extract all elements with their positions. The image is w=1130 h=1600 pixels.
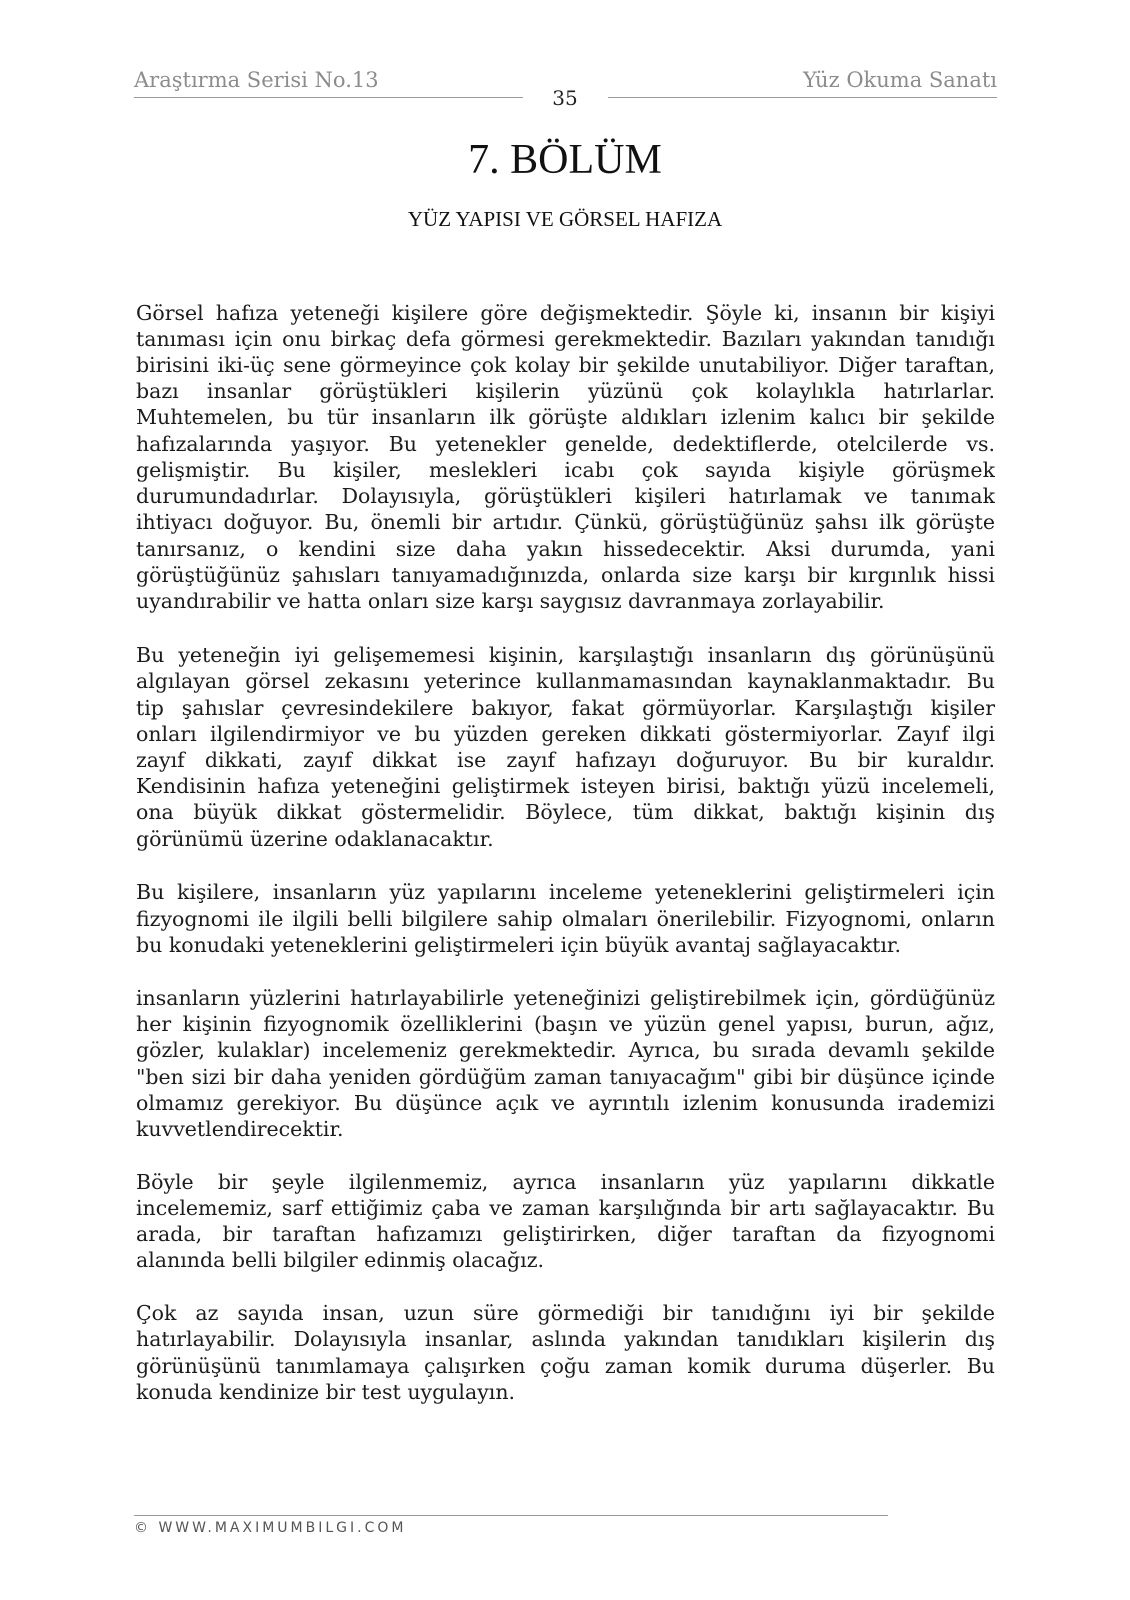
text-line: ihtiyacı doğuyor. Bu, önemli bir artıdır. Çünkü, görüştüğünüz şahsı ilk görüşte (136, 510, 995, 534)
text-line: Çok az sayıda insan, uzun süre görmediği bir tanıdığını iyi bir şekilde (136, 1301, 995, 1325)
text-line: bu konudaki yeteneklerini geliştirmeleri için büyük avantaj sağlayacaktır. (136, 933, 901, 957)
text-line: tip şahıslar çevresindekilere bakıyor, fakat görmüyorlar. Karşılaştığı kişiler (136, 696, 995, 720)
text-line: tanıması için onu birkaç defa görmesi gerekmektedir. Bazıları yakından tanıdığı (136, 327, 995, 351)
text-line: hatırlayabilir. Dolayısıyla insanlar, aslında yakından tanıdıkları kişilerin dış (136, 1327, 995, 1351)
text-line: her kişinin fizyognomik özelliklerini (başın ve yüzün genel yapısı, burun, ağız, (136, 1012, 995, 1036)
chapter-subtitle: YÜZ YAPISI VE GÖRSEL HAFIZA (407, 207, 723, 231)
text-line: gözler, kulaklar) incelemeniz gerekmektedir. Ayrıca, bu sırada devamlı şekilde (136, 1038, 995, 1062)
text-line: Bu kişilere, insanların yüz yapılarını inceleme yeteneklerini geliştirmeleri için (136, 880, 995, 904)
text-line: Bu yeteneğin iyi gelişememesi kişinin, karşılaştığı insanların dış görünüşünü (136, 643, 995, 667)
text-line: ona büyük dikkat göstermelidir. Böylece, tüm dikkat, baktığı kişinin dış (136, 800, 995, 824)
text-line: uyandırabilir ve hatta onları size karşı saygısız davranmaya zorlayabilir. (136, 589, 885, 613)
text-line: konuda kendinize bir test uygulayın. (136, 1380, 516, 1404)
text-line: bazı insanlar görüştükleri kişilerin yüzünü çok kolaylıkla hatırlarlar. (136, 379, 995, 403)
page-number: 35 (552, 86, 578, 110)
text-line: durumundadırlar. Dolayısıyla, görüştükleri kişileri hatırlamak ve tanımak (136, 484, 995, 508)
text-line: kuvvetlendirecektir. (136, 1117, 344, 1141)
text-line: fizyognomi ile ilgili belli bilgilere sahip olmaları önerilebilir. Fizyognomi, onların (136, 907, 995, 931)
text-line: Muhtemelen, bu tür insanların ilk görüşte aldıkları izlenim kalıcı bir şekilde (136, 405, 995, 429)
text-line: incelememiz, sarf ettiğimiz çaba ve zaman karşılığında bir artı sağlayacaktır. Bu (136, 1196, 995, 1220)
text-line: hafızalarında yaşıyor. Bu yetenekler genelde, dedektiflerde, otelcilerde vs. (136, 432, 995, 456)
footer-rule (134, 1515, 888, 1516)
header-book-title: Yüz Okuma Sanatı (803, 68, 997, 92)
text-line: "ben sizi bir daha yeniden gördüğüm zaman tanıyacağım" gibi bir düşünce içinde (136, 1065, 995, 1089)
footer-copyright: © WWW.MAXIMUMBILGI.COM (134, 1520, 407, 1536)
text-line: arada, bir taraftan hafızamızı geliştirirken, diğer taraftan da fizyognomi (136, 1222, 995, 1246)
text-line: zayıf dikkati, zayıf dikkat ise zayıf hafızayı doğuruyor. Bu bir kuraldır. (136, 748, 995, 772)
text-line: gelişmiştir. Bu kişiler, meslekleri icabı çok sayıda kişiyle görüşmek (136, 458, 995, 482)
chapter-title: 7. BÖLÜM (468, 137, 662, 183)
text-line: Kendisinin hafıza yeteneğini geliştirmek isteyen birisi, baktığı yüzü incelemeli, (136, 774, 995, 798)
text-line: olmamız gerekiyor. Bu düşünce açık ve ayrıntılı izlenim konusunda irademizi (136, 1091, 995, 1115)
text-line: insanların yüzlerini hatırlayabilirle yeteneğinizi geliştirebilmek için, gördüğünüz (136, 986, 995, 1010)
text-line: alanında belli bilgiler edinmiş olacağız. (136, 1248, 545, 1272)
text-line: Görsel hafıza yeteneği kişilere göre değişmektedir. Şöyle ki, insanın bir kişiyi (136, 301, 995, 325)
header-series-title: Araştırma Serisi No.13 (134, 68, 379, 92)
text-line: görünüşünü tanımlamaya çalışırken çoğu zaman komik duruma düşerler. Bu (136, 1354, 995, 1378)
text-line: birisini iki-üç sene görmeyince çok kolay bir şekilde unutabiliyor. Diğer taraftan, (136, 353, 995, 377)
text-line: görüştüğünüz şahısları tanıyamadığınızda, onlarda size karşı bir kırgınlık hissi (136, 563, 995, 587)
text-line: görünümü üzerine odaklanacaktır. (136, 827, 494, 851)
text-line: tanırsanız, o kendini size daha yakın hissedecektir. Aksi durumda, yani (136, 537, 995, 561)
text-line: Böyle bir şeyle ilgilenmemiz, ayrıca insanların yüz yapılarını dikkatle (136, 1170, 995, 1194)
text-line: onları ilgilendirmiyor ve bu yüzden gereken dikkati göstermiyorlar. Zayıf ilgi (136, 722, 995, 746)
text-line: algılayan görsel zekasını yeterince kullanmamasından kaynaklanmaktadır. Bu (136, 669, 995, 693)
